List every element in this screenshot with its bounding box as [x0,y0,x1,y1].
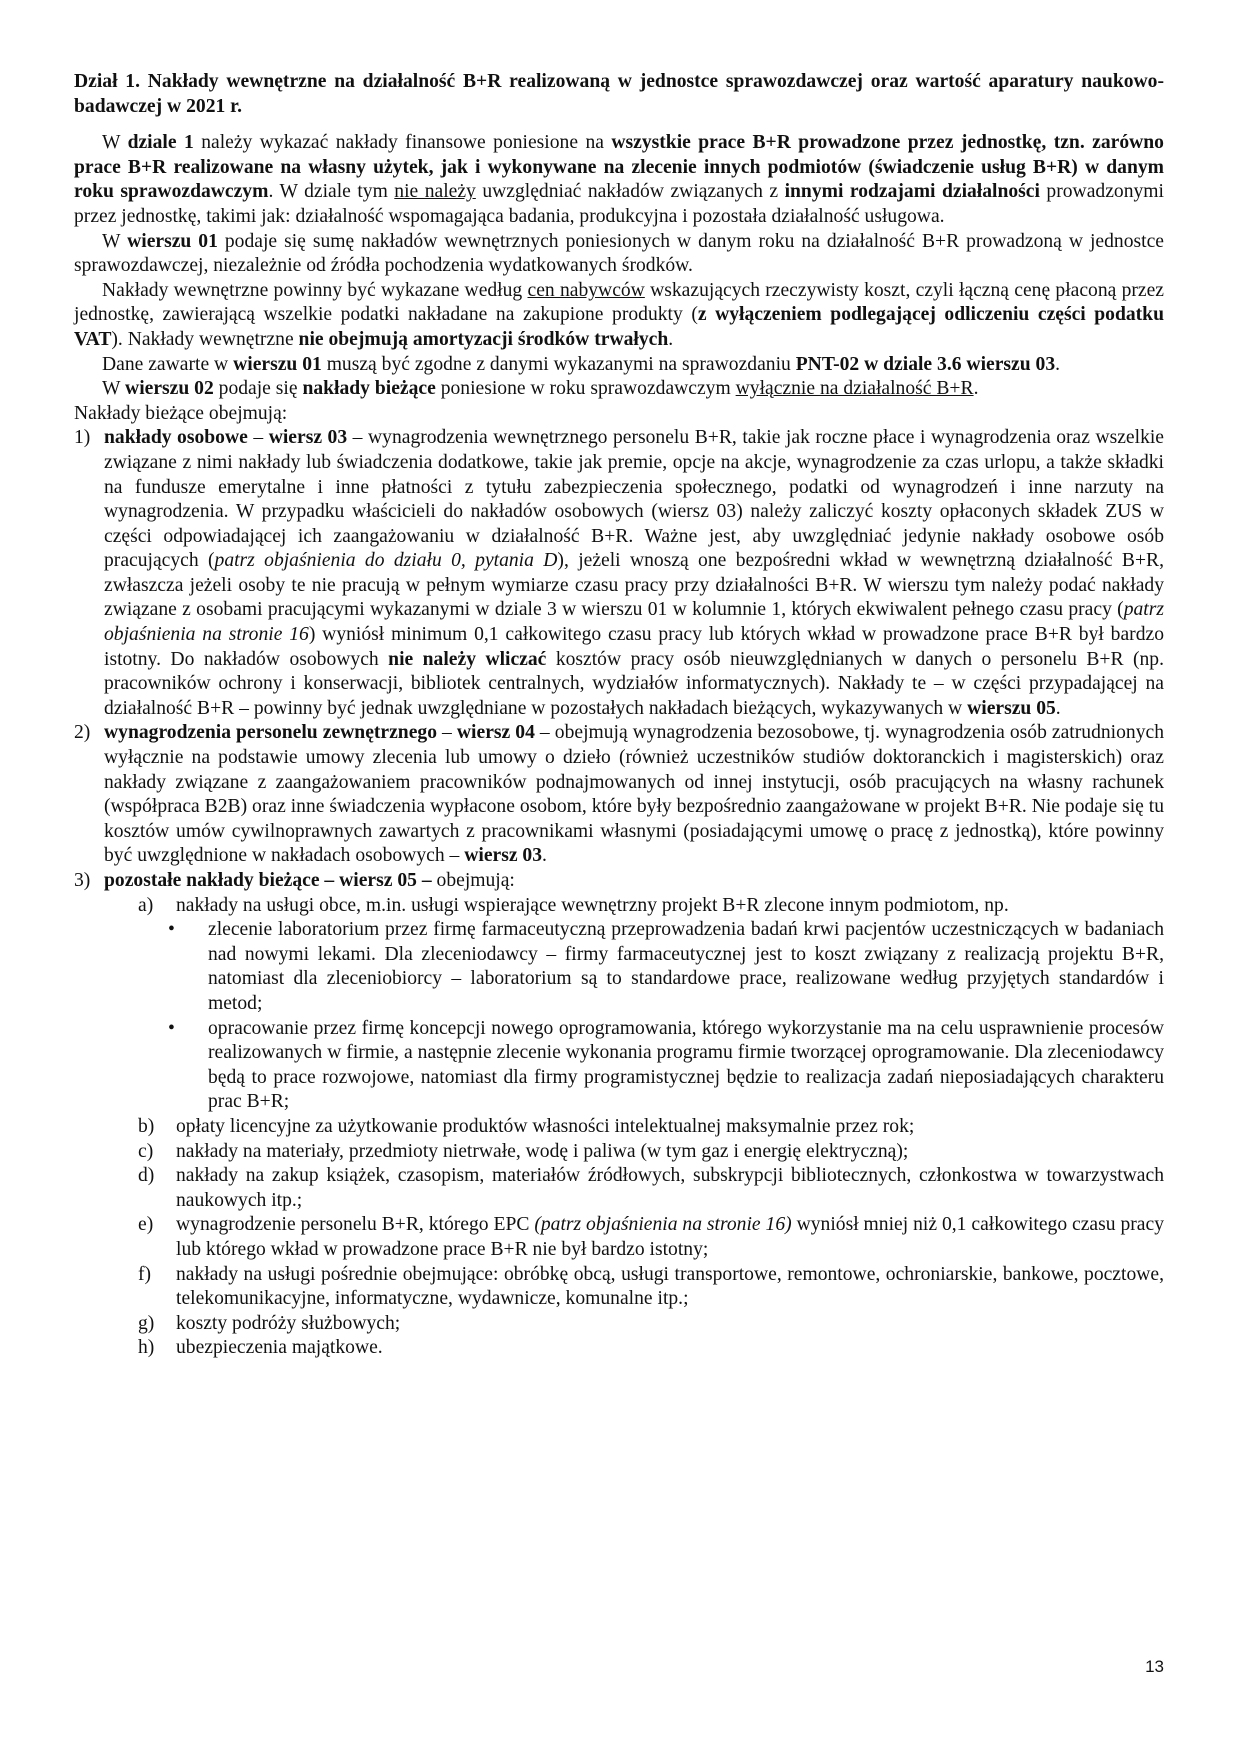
bold-text: dziale 1 [127,132,194,154]
sub-letter: b) [138,1115,155,1137]
bold-text: wierszu 02 [125,378,214,400]
list-item-3 [74,869,1164,894]
bullet-item-software [74,1017,1164,1115]
bullet-item-lab [74,918,1164,1016]
page-number: 13 [1145,1657,1164,1676]
paragraph-scope [74,131,1164,229]
document-page [74,70,1164,1361]
bold-text: nakłady bieżące [302,378,436,400]
text: obejmują: [431,870,515,891]
text: wyniósł mniej niż 0,1 całkowitego czasu pracy lub którego wkład w prowadzone prace B+R nie był bardzo istotny; [176,1214,1164,1260]
bold-text: nie obejmują amortyzacji środków trwałych [298,328,669,350]
bold-text: wiersz 03 [268,427,348,449]
paragraph-row-02 [74,377,1164,402]
text: wskazujących rzeczywisty koszt, czyli łączną cenę płaconą przez jednostkę, zawierającą wszelkie podatki nakładane na zakupione produkty ( [74,279,1164,326]
text: – [247,427,269,449]
sub-letter: c) [138,1140,154,1162]
underlined-text: wyłącznie na działalność B+R [735,378,974,400]
text: podaje się sumę nakładów wewnętrznych poniesionych w danym roku na działalność B+R prowadzoną w jednostce sprawozdawczej, niezależnie od źródła pochodzenia wydatkowanych środków. [74,230,1164,277]
bullet-icon: • [168,919,175,941]
sub-item-d [74,1164,1164,1213]
text: opracowanie przez firmę koncepcji nowego oprogramowania, którego wykorzystanie ma na celu usprawnienie procesów realizowanych w firmie, a następnie zlecenie wykonania programu firmie tworzącej oprogramowanie. Dla zleceniodawcy będą to prace rozwojowe, natomiast dla firmy programistycznej będzie to realizacja zadań nieposiadających charakteru prac B+R; [208,1017,1164,1113]
text: ubezpieczenia majątkowe. [176,1337,383,1359]
text: nakłady na zakup książek, czasopism, materiałów źródłowych, subskrypcji bibliotecznych, członkostwa w towarzystwach naukowych itp.; [176,1165,1164,1211]
text: . [973,378,979,400]
italic-text: (patrz objaśnienia na stronie 16) [534,1214,792,1236]
bold-text: innymi rodzajami działalności [784,181,1040,203]
paragraph-row-01 [74,230,1164,279]
sub-letter: g) [138,1312,155,1334]
text: ) wyniósł minimum 0,1 całkowitego czasu pracy lub których wkład w prowadzone prace B+R był bardzo istotny. Do nakładów osobowych [104,624,1164,670]
paragraph-pnt02 [74,353,1164,378]
bold-text: PNT-02 w dziale 3.6 wierszu 03 [795,353,1056,375]
text: . [668,328,674,350]
text: podaje się [213,378,303,400]
text: prowadzonymi przez jednostkę, takimi jak: działalność wspomagająca badania, produkcyjna i pozostała działalność usługowa. [74,181,1164,227]
bold-text: wierszu 05 [967,697,1056,719]
text: wynagrodzenie personelu B+R, którego EPC [176,1214,535,1236]
bold-text: wiersz 04 [456,722,535,744]
sub-item-g [74,1312,1164,1337]
sub-item-f [74,1263,1164,1312]
text: Nakłady wewnętrzne powinny być wykazane według [102,279,528,301]
sub-letter: f) [138,1263,152,1285]
sub-item-c [74,1140,1164,1165]
bullet-icon: • [168,1017,175,1039]
text: kosztów pracy osób nieuwzględnianych w danych o personelu B+R (np. pracowników ochrony i konserwacji, bibliotek centralnych, wydziałów informatycznych). Nakłady te – w części przypadającej na działalność B+R – powinny być jednak uwzględniane w pozostałych nakładach bieżących, wykazywanych w [104,648,1164,719]
paragraph-buyer-prices [74,279,1164,353]
list-number: 3) [74,870,91,891]
text: ). Nakłady wewnętrzne [111,328,299,350]
bold-text: nakłady osobowe [104,427,248,449]
text: – [437,722,457,744]
text: W [102,230,128,252]
bold-text: z wyłączeniem podlegającej odliczeniu części podatku VAT [74,304,1164,350]
sub-letter: h) [138,1337,155,1359]
italic-text: patrz objaśnienia do działu 0, pytania D [214,550,558,572]
sub-item-h [74,1336,1164,1361]
bold-text: wszystkie prace B+R prowadzone przez jednostkę, tzn. zarówno prace B+R realizowane na własny użytek, jak i wykonywane na zlecenie innych podmiotów (świadczenie usług B+R) w danym roku sprawozdawczym [74,132,1164,203]
text: koszty podróży służbowych; [176,1312,401,1334]
sub-letter: d) [138,1165,155,1187]
text: . [1055,697,1061,719]
bold-text: wierszu 01 [233,353,322,375]
text: . [1055,353,1061,375]
bold-text: wierszu 01 [127,230,218,252]
text: W [102,132,128,154]
sub-item-b [74,1115,1164,1140]
list-item-1 [74,426,1164,721]
sub-letter: e) [138,1214,154,1236]
text: poniesione w roku sprawozdawczym [435,378,736,400]
text: uwzględniać nakładów związanych z [475,181,785,203]
text: nakłady na usługi pośrednie obejmujące: obróbkę obcą, usługi transportowe, remontowe, ochroniarskie, bankowe, pocztowe, telekomunikacyjne, informatyczne, wydawnicze, komunalne itp.; [176,1263,1164,1310]
bold-text: wiersz 03 [464,845,543,867]
paragraph-current-costs-intro: Nakłady bieżące obejmują: [74,402,288,424]
text: opłaty licencyjne za użytkowanie produktów własności intelektualnej maksymalnie przez rok; [176,1115,915,1137]
text: muszą być zgodne z danymi wykazanymi na sprawozdaniu [321,353,796,375]
bold-text: nie należy wliczać [388,648,547,670]
list-number: 1) [74,427,91,449]
italic-text: patrz objaśnienia na stronie 16 [104,599,1164,646]
text: W [102,378,126,400]
sub-letter: a) [138,894,154,916]
text: należy wykazać nakłady finansowe poniesione na [193,132,612,154]
underlined-text: nie należy [394,181,476,203]
text: . [542,845,547,867]
text: nakłady na usługi obce, m.in. usługi wspierające wewnętrzny projekt B+R zlecone innym podmiotom, np. [176,894,1009,916]
text: Dane zawarte w [102,353,234,375]
list-item-2 [74,721,1164,869]
list-number: 2) [74,722,91,744]
bold-text: wynagrodzenia personelu zewnętrznego [104,722,437,744]
text: zlecenie laboratorium przez firmę farmaceutyczną przeprowadzenia badań krwi pacjentów uczestniczących w badaniach nad nowymi lekami. Dla zleceniodawcy – firmy farmaceutycznej jest to koszt związany z realizacją projektu B+R, natomiast dla zleceniobiorcy – laboratorium są to standardowe prace, realizowane według przyjętych standardów i metod; [208,919,1164,1014]
bold-text: pozostałe nakłady bieżące – wiersz 05 – [104,870,432,891]
text: ), jeżeli wnoszą one bezpośredni wkład w wewnętrzną działalność B+R, zwłaszcza jeżeli osoby te nie pracują w pełnym wymiarze czasu pracy przy działalności B+R. W wierszu tym należy podać nakłady związane z osobami pracującymi wykazanymi w dziale 3 w wierszu 01 w kolumnie 1, których ekwiwalent pełnego czasu pracy ( [104,550,1164,621]
sub-item-a [74,894,1164,919]
text: nakłady na materiały, przedmioty nietrwałe, wodę i paliwa (w tym gaz i energię elektryczną); [176,1140,909,1162]
sub-item-e [74,1213,1164,1262]
text: – obejmują wynagrodzenia bezosobowe, tj. wynagrodzenia osób zatrudnionych wyłącznie na podstawie umowy zlecenia lub umowy o dzieło (również uczestników studiów doktoranckich i magisterskich) oraz nakłady związane z zaangażowaniem pracowników podnajmowanych od innej instytucji, osób pracujących na własny rachunek (współpraca B2B) oraz inne świadczenia wypłacone osobom, które były bezpośrednio zaangażowane w projekt B+R. Nie podaje się tu kosztów umów cywilnoprawnych zawartych z pracownikami własnymi (posiadającymi umowę o pracę z jednostką), które powinny być uwzględnione w nakładach osobowych – [104,722,1164,867]
section-title: Dział 1. Nakłady wewnętrzne na działalność B+R realizowaną w jednostce sprawozdawczej oraz wartość aparatury naukowo-badawczej w 2021 r. [74,71,1164,117]
text: – wynagrodzenia wewnętrznego personelu B+R, takie jak roczne płace i wynagrodzenia oraz wszelkie związane z nimi nakłady lub świadczenia dodatkowe, takie jak premie, opcje na akcje, wynagrodzenie za czas urlopu, a także składki na fundusze emerytalne i inne płatności z tytułu zabezpieczenia społecznego, podatki od wynagrodzeń i inne narzuty na wynagrodzenia. W przypadku właścicieli do nakładów osobowych (wiersz 03) należy zaliczyć koszty opłaconych składek ZUS w części odpowiadającej ich zaangażowaniu w działalność B+R. Ważne jest, aby uwzględniać jedynie nakłady osobowe osób pracujących ( [104,427,1165,572]
underlined-text: cen nabywców [527,279,645,301]
text: . W dziale tym [268,181,395,203]
